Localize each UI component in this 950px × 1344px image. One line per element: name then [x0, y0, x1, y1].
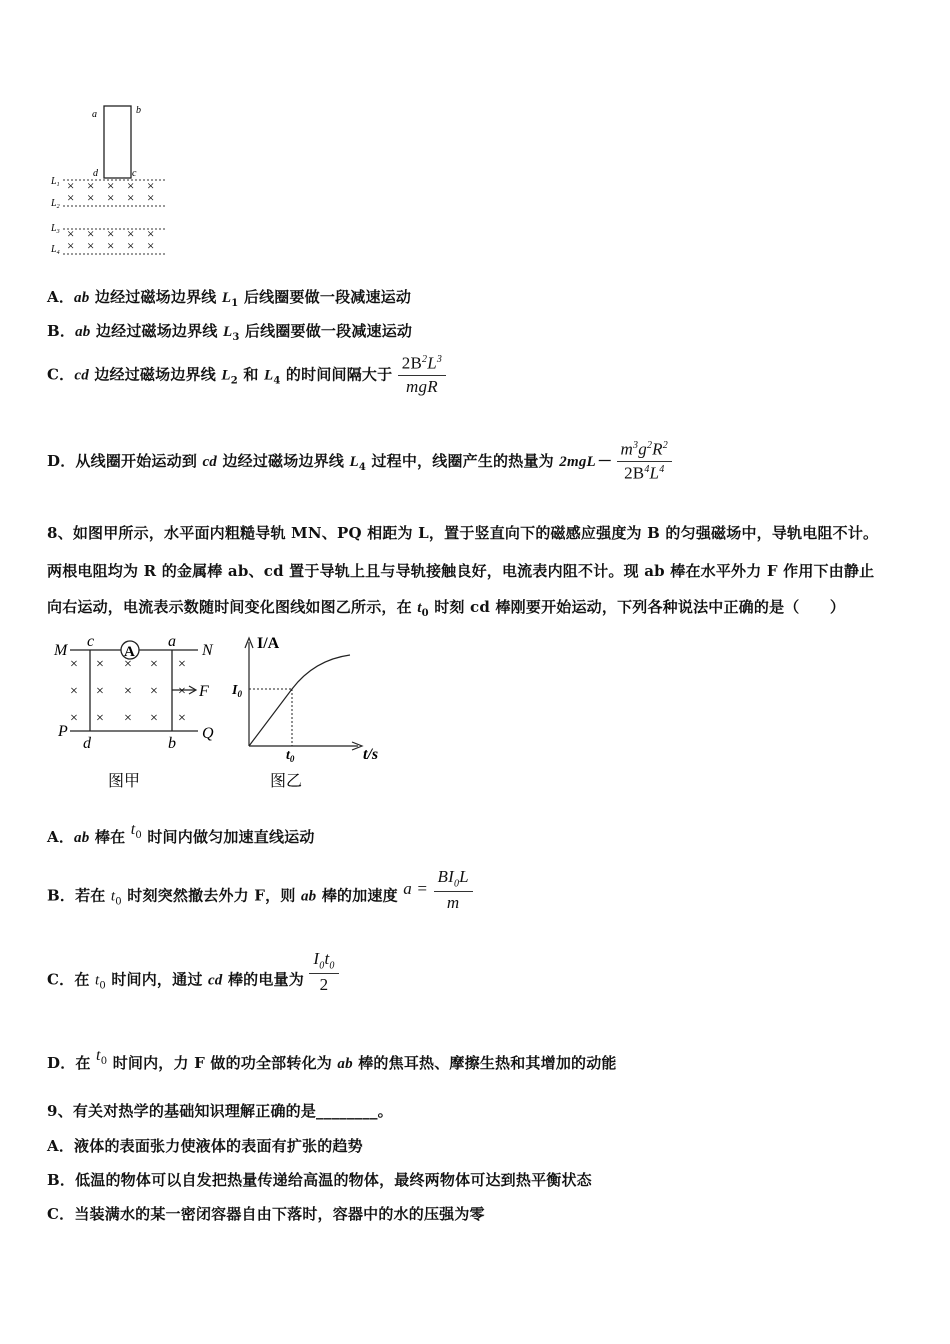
label-c: c — [87, 633, 95, 650]
q7-d-fraction: $\frac{m^3g^2R^2}{2B^4L^4}$ — [617, 440, 672, 484]
field-cross-mark: × — [96, 711, 104, 726]
field-cross-mark: × — [147, 226, 155, 241]
x-axis-label: t/s — [363, 746, 379, 763]
q8-stem-line3: 向右运动，电流表示数随时间变化图线如图乙所示，在 $t_0$ 时刻 cd 棒刚要开始运动，下列各种说法中正确的是（ ） — [47, 598, 846, 619]
field-cross-mark: × — [87, 238, 95, 253]
t0-label: $t_0$ — [286, 748, 295, 764]
field-cross-mark: × — [96, 684, 104, 699]
q8-c-fraction: $\frac{I_0t_0}{2}$ — [309, 950, 338, 995]
figure-jia — [50, 630, 230, 795]
ammeter-label: A — [124, 644, 135, 660]
q7-c-fraction: $\frac{2B^2L^3}{\text{mgR}}$ — [398, 354, 446, 397]
label-b: b — [168, 735, 176, 752]
field-cross-mark: × — [147, 238, 155, 253]
label-P: P — [58, 723, 68, 740]
field-cross-mark: × — [178, 711, 186, 726]
field-cross-mark: × — [124, 684, 132, 699]
label-d: d — [83, 735, 91, 752]
field-cross-mark: × — [147, 178, 155, 193]
label-Q: Q — [202, 725, 214, 742]
field-cross-mark: × — [124, 711, 132, 726]
corner-d-label: d — [93, 168, 98, 179]
field-cross-mark: × — [127, 226, 135, 241]
field-cross-mark: × — [87, 226, 95, 241]
field-cross-mark: × — [87, 190, 95, 205]
l3-label: $L_3$ — [51, 223, 60, 235]
figure-yi-caption: 图乙 — [270, 773, 303, 790]
field-cross-mark: × — [67, 190, 75, 205]
q9-option-a: A．液体的表面张力使液体的表面有扩张的趋势 — [47, 1137, 363, 1155]
label-N: N — [202, 642, 213, 659]
q9-option-b: B．低温的物体可以自发把热量传递给高温的物体，最终两物体可达到热平衡状态 — [47, 1171, 592, 1189]
field-cross-mark: × — [96, 657, 104, 672]
l1-label: $L_1$ — [51, 176, 60, 188]
field-cross-mark: × — [150, 657, 158, 672]
coil-rectangle — [104, 106, 131, 178]
label-a: a — [168, 633, 176, 650]
force-label: F — [199, 683, 209, 700]
q8-stem-line2: 两根电阻均为 R 的金属棒 ab、cd 置于导轨上且与导轨接触良好，电流表内阻不计。现 ab 棒在水平外力 F 作用下由静止 — [47, 562, 875, 580]
field-cross-mark: × — [127, 190, 135, 205]
field-cross-mark: × — [178, 657, 186, 672]
q9-option-c: C．当装满水的某一密闭容器自由下落时，容器中的水的压强为零 — [47, 1205, 485, 1223]
field-cross-mark: × — [124, 657, 132, 672]
field-cross-mark: × — [107, 226, 115, 241]
field-cross-mark: × — [107, 178, 115, 193]
field-cross-mark: × — [178, 684, 186, 699]
q9-stem: 9、有关对热学的基础知识理解正确的是________。 — [47, 1102, 393, 1120]
field-cross-mark: × — [70, 684, 78, 699]
q8-option-c: C．在 $t_0$ 时间内，通过 cd 棒的电量为 $\frac{I_0t_0}{2}$ — [47, 958, 339, 1003]
field-cross-mark: × — [67, 226, 75, 241]
figure-yi — [228, 628, 398, 795]
q7-option-a: A．ab 边经过磁场边界线 $L_1$ 后线圈要做一段减速运动 — [47, 288, 412, 309]
q7-option-d: D．从线圈开始运动到 cd 边经过磁场边界线 $L_4$ 过程中，线圈产生的热量为 2mgL－ $\frac{m^3g^2R^2}{2B^4L^4}$ — [47, 440, 672, 484]
l4-label: $L_4$ — [51, 244, 60, 256]
field-cross-mark: × — [147, 190, 155, 205]
l2-label: $L_2$ — [51, 198, 60, 210]
coil-field-figure — [45, 98, 175, 260]
y-axis-label: I/A — [257, 635, 280, 652]
corner-b-label: b — [136, 105, 141, 116]
corner-a-label: a — [92, 109, 97, 120]
q7-option-c: C．cd 边经过磁场边界线 $L_2$ 和 $L_4$ 的时间间隔大于 $\frac{2B^2L^3}{\text{mgR}}$ — [47, 354, 446, 397]
field-cross-mark: × — [70, 657, 78, 672]
label-M: M — [54, 642, 68, 659]
field-cross-mark: × — [127, 238, 135, 253]
field-crosses — [67, 178, 154, 253]
q8-option-d: D．在 $t_0$ 时间内，力 F 做的功全部转化为 ab 棒的焦耳热、摩擦生热和其增加的动能 — [47, 1047, 617, 1072]
i0-label: $I_0$ — [232, 683, 242, 699]
jia-field-crosses — [70, 657, 186, 726]
field-cross-mark: × — [150, 711, 158, 726]
field-cross-mark: × — [107, 190, 115, 205]
current-curve — [249, 655, 350, 746]
field-cross-mark: × — [107, 238, 115, 253]
field-cross-mark: × — [67, 178, 75, 193]
field-cross-mark: × — [67, 238, 75, 253]
q8-option-b: B．若在 $t_0$ 时刻突然撤去外力 F，则 ab 棒的加速度 a = $\frac{BI_0L}{m}$ — [47, 874, 473, 919]
corner-c-label: c — [132, 168, 137, 179]
q8-b-fraction: $\frac{BI_0L}{m}$ — [434, 868, 473, 913]
figure-jia-caption: 图甲 — [108, 773, 141, 790]
q8-option-a: A．ab 棒在 $t_0$ 时间内做匀加速直线运动 — [47, 821, 315, 846]
field-cross-mark: × — [150, 684, 158, 699]
field-cross-mark: × — [127, 178, 135, 193]
field-cross-mark: × — [87, 178, 95, 193]
q7-option-b: B．ab 边经过磁场边界线 $L_3$ 后线圈要做一段减速运动 — [47, 322, 413, 343]
q8-stem-line1: 8、如图甲所示，水平面内粗糙导轨 MN、PQ 相距为 L，置于竖直向下的磁感应强度为 B 的匀强磁场中，导轨电阻不计。 — [47, 524, 879, 542]
field-cross-mark: × — [70, 711, 78, 726]
